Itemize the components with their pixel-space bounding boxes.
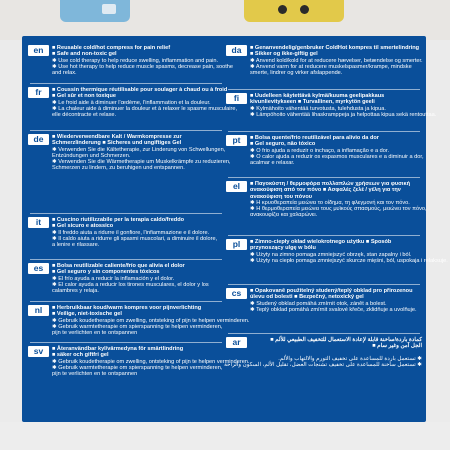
usage-instruction-line: ✱ Il freddo aiuta a ridurre il gonfiore, l'infiammazione e il dolore. xyxy=(52,229,210,236)
usage-instruction-line: ✱ Użyty na zimno pomaga zmniejszyć obrzęk, stan zapalny i ból. xyxy=(250,251,412,258)
usage-instruction-line: and relax. xyxy=(52,70,77,77)
product-claim-line: ■ Uudelleen käytettävä kylmä/kuuma geelipakkaus xyxy=(250,93,385,99)
usage-instruction-line: ✱ Gebruik koudetherapie om zwelling, ontsteking of pijn te helpen verminderen. xyxy=(52,317,250,324)
usage-instruction-line: calambres y relaja. xyxy=(52,288,99,295)
language-code-badge: cs xyxy=(226,288,247,299)
section-divider xyxy=(228,333,420,334)
language-code-badge: en xyxy=(28,45,49,56)
language-text-block xyxy=(52,217,224,248)
section-divider xyxy=(30,213,222,214)
language-code-badge: de xyxy=(28,134,49,145)
section-divider xyxy=(228,235,420,236)
usage-instruction-line: ανακουφίζει και χαλαρώνει. xyxy=(250,212,318,219)
product-claim-line: كمادة باردة/ساخنة قابلة لإعادة الاستعمال للتخفيف الطبيعي للألم ■ xyxy=(270,337,422,343)
product-claim-line: ■ Gel seguro y sin componentes tóxicos xyxy=(52,269,160,276)
usage-instruction-line: ✱ Gebruik koudetherapie om zwelling, ontsteking of pijn te helpen verminderen. xyxy=(52,358,250,365)
usage-instruction-line: Schmerzen zu lindern, zu beruhigen und entspannen. xyxy=(52,165,185,172)
usage-instruction-line: ✱ Verwenden Sie die Kältetherapie, zur Linderung von Schwellungen, xyxy=(52,146,226,153)
usage-instruction-line: pijn te verlichten en te ontspannen xyxy=(52,371,138,378)
usage-instruction-line: ✱ Anvend kold/kold for at reducere hævelser, betændelse og smerter. xyxy=(250,57,423,64)
product-claim-line: przynoszący ulgę w bólu xyxy=(250,245,316,252)
product-claim-line: ■ Παγοκύστη / θερμοφόρα πολλαπλών χρήσεων για φυσική xyxy=(250,181,411,187)
usage-instruction-line: ✱ Il caldo aiuta a ridurre gli spasmi muscolari, a diminuire il dolore, xyxy=(52,235,218,242)
product-claim-line: ■ Gel seguro, não tóxico xyxy=(250,141,316,148)
language-text-block xyxy=(52,346,250,378)
product-claim-line: ■ Coussin thermique réutilisable pour soulager à chaud ou à froid xyxy=(52,87,228,93)
product-claim-line: ■ Bolsa reutilizable caliente/frío que alivia el dolor xyxy=(52,263,185,269)
yellow-pack-image xyxy=(244,0,344,22)
language-text-block xyxy=(250,239,448,264)
language-text-block xyxy=(52,45,233,77)
language-code-badge: ar xyxy=(226,337,247,348)
usage-instruction-line: ✱ Le froid aide à diminuer l'œdème, l'inflammation et la douleur. xyxy=(52,99,211,106)
product-claim-line: ■ Bolsa quente/frio reutilizável para alívio da dor xyxy=(250,135,379,141)
pack-eye-left xyxy=(278,5,287,14)
usage-instruction-line: acalmar e relaxar. xyxy=(250,160,295,167)
product-claim-line: ■ Sikker og ikke-giftig gel xyxy=(250,51,318,58)
usage-instruction-line: ✱ Η κρυοθεραπεία μειώνει το οίδημα, τη φλεγμονή και τον πόνο. xyxy=(250,199,410,206)
usage-instruction-line: ✱ تستعمل ساخنة للمساعدة على تخفيف تشنجات العضل، تقليل الألم، السكون والراحة xyxy=(224,361,422,368)
usage-instruction-line: ✱ Gebruik warmtetherapie om spierspanning te helpen verminderen, xyxy=(52,323,223,330)
product-claim-line: الجل آمن وغير سام ■ xyxy=(372,343,422,350)
language-text-block xyxy=(250,135,422,166)
language-code-badge: fi xyxy=(226,93,247,104)
product-claim-line: ■ Reusable cold/hot compress for pain relief xyxy=(52,45,171,51)
package-bottom-strip xyxy=(0,422,450,450)
usage-instruction-line: smerte, lindrer og virker afslappende. xyxy=(250,70,343,77)
blue-pack-image xyxy=(60,0,130,22)
product-claim-line: ■ Gel sûr et non toxique xyxy=(52,93,116,100)
usage-instruction-line: ✱ تستعمل باردة للمساعدة على تخفيف التورم والالتهاب والألم. xyxy=(278,355,422,362)
language-code-badge: sv xyxy=(28,346,49,357)
usage-instruction-line: ✱ El calor ayuda a reducir los tirones musculares, el dolor y los xyxy=(52,281,209,288)
section-divider xyxy=(228,131,420,132)
language-code-badge: fr xyxy=(28,87,49,98)
language-code-badge: pt xyxy=(226,135,247,146)
usage-instruction-line: ✱ Use cold therapy to help reduce swelling, inflammation and pain. xyxy=(52,57,219,64)
language-text-block xyxy=(250,288,422,313)
language-code-badge: it xyxy=(28,217,49,228)
language-text-block xyxy=(250,181,427,219)
section-divider xyxy=(228,177,420,178)
product-claim-line: ■ Återanvändbar kyl/värmedyna för smärtlindring xyxy=(52,346,184,352)
section-divider xyxy=(228,284,420,285)
product-claim-line: ■ Zimno-ciepły okład wielokrotnego użytku ■ Sposób xyxy=(250,239,392,245)
usage-instruction-line: ✱ Teplý obklad pomáhá zmírnit svalové křeče, zklidňuje a uvolňuje. xyxy=(250,306,417,313)
instructions-panel xyxy=(22,36,448,422)
usage-instruction-line: ✱ Studený obklad pomáhá zmírnit otok, zánět a bolest. xyxy=(250,300,387,307)
language-code-badge: nl xyxy=(28,305,49,316)
language-code-badge: da xyxy=(226,45,247,56)
language-text-block xyxy=(250,45,422,76)
section-divider xyxy=(30,259,222,260)
product-claim-line: ■ Opakovaně použitelný studený/teplý obklad pro přirozenou xyxy=(250,288,413,294)
usage-instruction-line: ✱ O frio ajuda a reduzir o inchaço, a inflamação e a dor. xyxy=(250,147,390,154)
package-top-strip xyxy=(0,0,450,40)
product-claim-line: úlevu od bolesti ■ Bezpečný, netoxický gel xyxy=(250,294,364,301)
usage-instruction-line: elle décontracte et relaxe. xyxy=(52,112,117,119)
section-divider xyxy=(30,342,222,343)
product-claim-line: ■ säker och giftfri gel xyxy=(52,352,109,359)
section-divider xyxy=(30,130,222,131)
usage-instruction-line: ✱ Anvend varm for at reducere muskelspasmer/krampe, mindske xyxy=(250,63,412,70)
language-text-block xyxy=(52,263,224,294)
product-claim-line: ■ Wiederverwendbare Kalt / Warmkompresse zur xyxy=(52,134,182,140)
product-claim-line: ■ Cuscino riutilizzabile per la terapia caldo/freddo xyxy=(52,217,185,223)
usage-instruction-line: ✱ Η θερμοθεραπεία μειώνει τους μυϊκούς σπασμούς, μειώνει τον πόνο, xyxy=(250,206,427,213)
usage-instruction-line: ✱ Gebruik warmtetherapie om spierspanning te helpen verminderen, xyxy=(52,364,223,371)
product-claim-line: Schmerzlinderung ■ Sicheres und ungiftiges Gel xyxy=(52,140,182,147)
usage-instruction-line: ✱ Verwenden Sie die Wärmetherapie um Muskelkrämpfe zu reduzieren, xyxy=(52,159,231,166)
language-text-block xyxy=(52,305,250,337)
product-claim-line: ■ Veilige, niet-toxische gel xyxy=(52,311,122,318)
language-code-badge: pl xyxy=(226,239,247,250)
section-divider xyxy=(228,89,420,90)
usage-instruction-line: pijn te verlichten en te ontspannen xyxy=(52,330,138,337)
section-divider xyxy=(30,83,222,84)
product-claim-line: ■ Safe and non-toxic gel xyxy=(52,51,117,58)
product-claim-line: ανακούφιση από τον πόνο ■ Ασφαλές ζελέ / γέλη για την xyxy=(250,187,401,194)
product-claim-line: ■ Genanvendelig/genbruker ColdHot kompres til smertelindring xyxy=(250,45,420,51)
usage-instruction-line: ✱ Kylmähoito vähentää turvotusta, tulehdusta ja kipua. xyxy=(250,105,386,112)
usage-instruction-line: ✱ Użyty na ciepło pomaga zmniejszyć skurcze mięśni, ból, uspokaja i relaksuje. xyxy=(250,257,448,264)
usage-instruction-line: ✱ Use hot therapy to help reduce muscle spasms, decrease pain, soothe xyxy=(52,63,233,70)
language-code-badge: es xyxy=(28,263,49,274)
usage-instruction-line: ✱ O calor ajuda a reduzir os espasmos musculares e a diminuir a dor, xyxy=(250,153,424,160)
pack-eye-right xyxy=(300,5,309,14)
product-claim-line: kivunlievitykseen ■ Turvallinen, myrkytön geeli xyxy=(250,99,375,106)
language-code-badge: el xyxy=(226,181,247,192)
language-text-block xyxy=(250,93,437,118)
product-claim-line: ■ Gel sicuro e atossico xyxy=(52,223,114,230)
section-divider xyxy=(30,301,222,302)
product-claim-line: ανακούφιση του πόνου xyxy=(250,193,312,200)
usage-instruction-line: Entzündungen und Schmerzen. xyxy=(52,152,131,159)
product-claim-line: ■ Herbruikbaar koud/warm kompres voor pijnverlichting xyxy=(52,305,202,311)
usage-instruction-line: ✱ El frío ayuda a reducir la inflamación y el dolor. xyxy=(52,275,175,282)
language-text-block xyxy=(52,134,231,172)
usage-instruction-line: ✱ La chaleur aide à diminuer la douleur et à relaxer le spasme musculaire, xyxy=(52,105,238,112)
usage-instruction-line: ✱ Lämpöhoito vähentää lihaskramppeja ja helpottaa kipua sekä rentouttaa. xyxy=(250,111,437,118)
usage-instruction-line: a lenire e rilassare. xyxy=(52,242,100,249)
